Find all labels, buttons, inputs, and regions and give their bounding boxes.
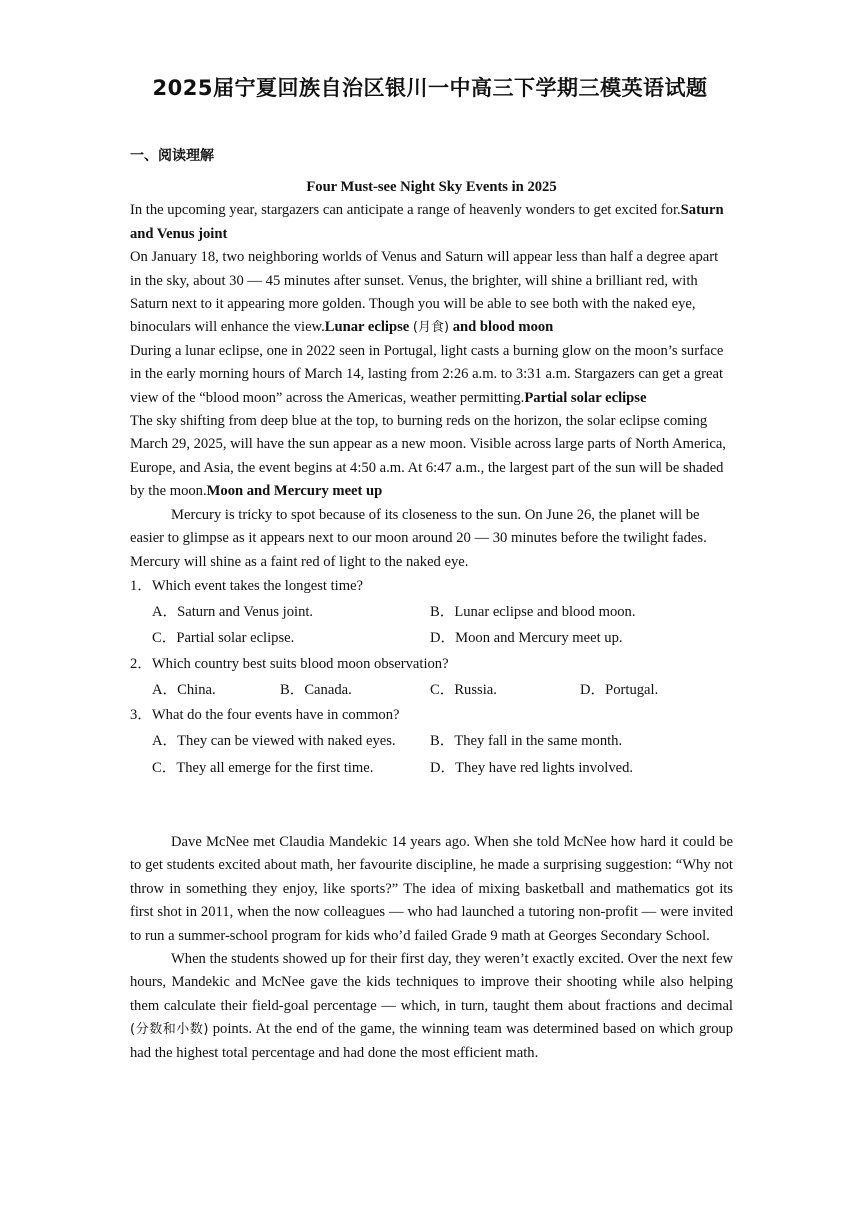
option-d[interactable]: D．Portugal. (580, 681, 659, 698)
option-a[interactable]: A．China. (152, 681, 216, 698)
event-4-heading: Moon and Mercury meet up (206, 483, 383, 500)
option-c[interactable]: C．Partial solar eclipse. (152, 630, 295, 647)
event-2-text: During a lunar eclipse, one in 2022 seen in Portugal, light casts a burning glow on the moon’s surface in the early morning hours of March 14, lasting from 2:26 a.m. to 3:31 a.m. Stargazers can get a great view of the “blood moon” across the Americas, weather permitting. (130, 342, 724, 406)
option-row (130, 677, 733, 704)
section-heading: 一、阅读理解 (130, 148, 214, 164)
event-1-heading: Saturn and Venus joint (130, 202, 724, 242)
event-3-text: The sky shifting from deep blue at the top, to burning reds on the horizon, the solar eclipse coming March 29, 2025, will have the sun appear as a new moon. Visible across large parts of North America, Europe, and Asia, the event begins at 4:50 a.m. At 6:47 a.m., the largest part of the sun will be shaded by the moon. (130, 413, 726, 500)
event-1-text: On January 18, two neighboring worlds of Venus and Saturn will appear less than half a degree apart in the sky, about 30 — 45 minutes after sunset. Venus, the brighter, will shine a brilliant red, with Saturn next to it appearing more golden. Though you will be able to see both with the naked eye, binoculars will enhance the view. (130, 249, 719, 336)
option-row (130, 599, 733, 626)
page-title: 2025届宁夏回族自治区银川一中高三下学期三模英语试题 (152, 76, 708, 100)
option-d[interactable]: D．Moon and Mercury meet up. (430, 630, 623, 647)
passage-a-body (130, 199, 733, 503)
option-row (130, 625, 733, 652)
passage-b-paragraph-2: When the students showed up for their first day, they weren’t exactly excited. Over the next few hours, Mandekic and McNee gave the kids techniques to improve their shooting while also helping them calculate their field-goal percentage — which, in turn, taught them about fractions and decimal (分数和小数) points. At the end of the game, the winning team was determined based on which group had the highest total percentage and had done the most efficient math. (130, 951, 733, 1061)
option-b[interactable]: B．They fall in the same month. (430, 733, 623, 750)
option-a[interactable]: A．They can be viewed with naked eyes. (152, 733, 396, 750)
event-4-text: Mercury is tricky to spot because of its closeness to the sun. On June 26, the planet will be easier to glimpse as it appears next to our moon around 20 — 30 minutes before the twilight fades. Mercury will shine as a faint red of light to the naked eye. (130, 506, 707, 570)
question-stem: 3．What do the four events have in common? (130, 707, 400, 724)
passage-b (130, 831, 733, 1065)
question-stem: 2．Which country best suits blood moon observation? (130, 655, 449, 672)
option-a[interactable]: A．Saturn and Venus joint. (152, 603, 314, 620)
option-row (130, 755, 733, 782)
option-row (130, 728, 733, 755)
passage-a (130, 176, 733, 781)
passage-intro: In the upcoming year, stargazers can anticipate a range of heavenly wonders to get excited for. (130, 202, 681, 219)
question-3 (130, 703, 733, 781)
question-1 (130, 574, 733, 652)
option-d[interactable]: D．They have red lights involved. (430, 759, 634, 776)
event-2-heading: Lunar eclipse (月食) and blood moon (324, 319, 554, 336)
question-stem: 1．Which event takes the longest time? (130, 577, 364, 594)
option-c[interactable]: C．They all emerge for the first time. (152, 759, 374, 776)
option-b[interactable]: B．Canada. (280, 681, 352, 698)
passage-a-heading: Four Must-see Night Sky Events in 2025 (306, 179, 557, 195)
option-b[interactable]: B．Lunar eclipse and blood moon. (430, 603, 636, 620)
question-2 (130, 652, 733, 704)
passage-b-paragraph-1: Dave McNee met Claudia Mandekic 14 years ago. When she told McNee how hard it could be to get students excited about math, her favourite discipline, he made a surprising suggestion: “Why not throw in something they enjoy, like sports?” The idea of mixing basketball and mathematics got its first shot in 2011, when the now colleagues — who had launched a tutoring non-profit — were invited to run a summer-school program for kids who’d failed Grade 9 math at Georges Secondary School. (130, 834, 733, 944)
option-c[interactable]: C．Russia. (430, 681, 497, 698)
event-3-heading: Partial solar eclipse (524, 389, 647, 406)
